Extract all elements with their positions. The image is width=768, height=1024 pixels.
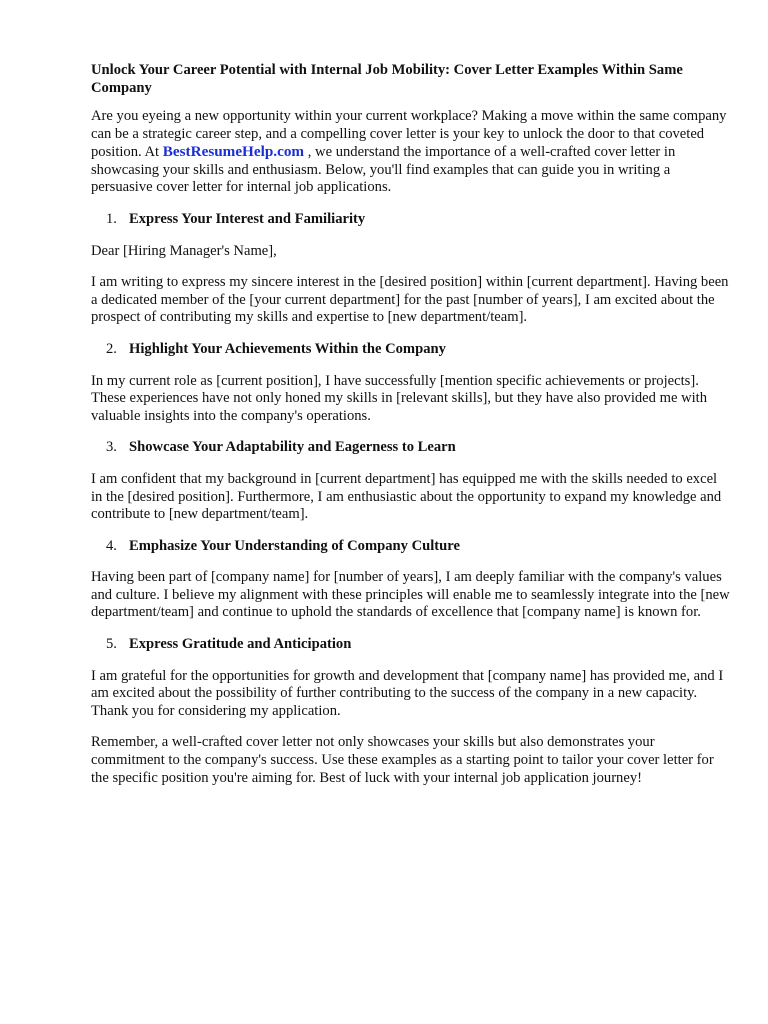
section-title: Showcase Your Adaptability and Eagerness to Learn	[129, 439, 456, 456]
section-heading-4	[91, 538, 731, 556]
section-number: 5.	[106, 636, 117, 653]
intro-text-after-link: , we understand the importance of a well-crafted cover letter in showcasing your skills and enthusiasm. Below, you'll find examples that can guide you in writing a persuasive cover letter for internal job applications.	[91, 144, 676, 196]
section-paragraph: In my current role as [current position], I have successfully [mention specific achievements or projects]. These experiences have not only honed my skills in [relevant skills], but they have also provided me with valuable insights into the company's operations.	[91, 372, 708, 424]
section-title: Express Your Interest and Familiarity	[129, 210, 366, 227]
intro-paragraph	[91, 108, 731, 197]
section-number: 1.	[106, 210, 117, 227]
section-number: 2.	[106, 340, 117, 357]
section-title: Emphasize Your Understanding of Company Culture	[129, 537, 460, 554]
section-number: 3.	[106, 439, 117, 456]
section-paragraph: I am grateful for the opportunities for growth and development that [company name] has provided me, and I am excited about the possibility of further contributing to the success of the company in a new capacity. Thank you for considering my application.	[91, 667, 724, 719]
salutation: Dear [Hiring Manager's Name],	[91, 242, 277, 259]
section-paragraph: I am confident that my background in [current department] has equipped me with the skills needed to excel in the [desired position]. Furthermore, I am enthusiastic about the opportunity to expand my knowledge and contribute to [new department/team].	[91, 470, 722, 523]
document-page	[91, 61, 731, 801]
closing-paragraph: Remember, a well-crafted cover letter not only showcases your skills but also demonstrates your commitment to the company's success. Use these examples as a starting point to tailor your cover letter for the specific position you're aiming for. Best of luck with your internal job application journey!	[91, 734, 714, 786]
section-title: Express Gratitude and Anticipation	[129, 636, 352, 653]
section-paragraph: Having been part of [company name] for [number of years], I am deeply familiar with the company's values and culture. I believe my alignment with these principles will enable me to seamlessly integrate into the [new department/team] and continue to uphold the standards of excellence that [company name] is known for.	[91, 569, 730, 621]
section-heading-5	[91, 636, 731, 654]
document-title: Unlock Your Career Potential with Internal Job Mobility: Cover Letter Examples Within Same Company	[91, 62, 683, 96]
section-number: 4.	[106, 537, 117, 554]
section-title: Highlight Your Achievements Within the Company	[129, 340, 446, 357]
bestresumehelp-link[interactable]: BestResumeHelp.com	[162, 143, 305, 161]
section-heading-2	[91, 341, 731, 359]
section-heading-3	[91, 439, 731, 457]
intro-text-before-link: Are you eyeing a new opportunity within your current workplace? Making a move within the same company can be a strategic career step, and a compelling cover letter is your key to unlock the door to that coveted position. At	[91, 108, 727, 161]
section-paragraph: I am writing to express my sincere interest in the [desired position] within [current department]. Having been a dedicated member of the [your current department] for the past [number of years], I am excited about the prospect of contributing my skills and expertise to [new department/team].	[91, 274, 729, 326]
section-heading-1	[91, 211, 731, 229]
